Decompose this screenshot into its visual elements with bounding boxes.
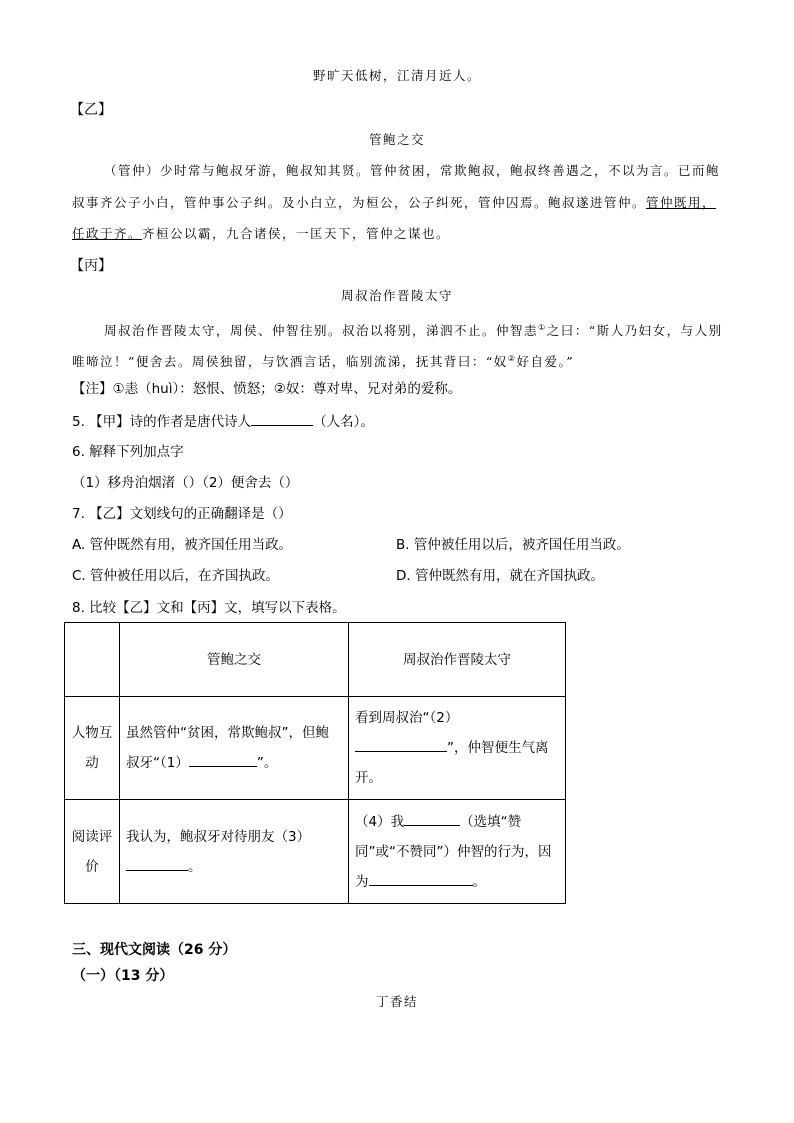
- question-6-title: 6. 解释下列加点字: [72, 444, 184, 460]
- cell-text: 看到周叔治“（2）: [355, 710, 459, 726]
- bing-paragraph-line-2: [72, 349, 574, 372]
- question-8-title: 8. 比较【乙】文和【丙】文，填写以下表格。: [72, 600, 346, 616]
- question-5: [72, 411, 374, 432]
- option-a[interactable]: A. 管仲既然有用，被齐国任用当政。: [72, 537, 293, 553]
- row-label-evaluation: 阅读评价: [65, 800, 120, 904]
- cell-text: ”，仲智便生气离开。: [355, 740, 549, 786]
- option-c[interactable]: C. 管仲被任用以后，在齐国执政。: [72, 568, 280, 584]
- underlined-sentence: 任政于齐。: [72, 226, 143, 241]
- answer-blank-4[interactable]: [404, 811, 460, 826]
- passage-title: 丁香结: [375, 994, 418, 1009]
- bing-paragraph-line-1: [104, 318, 723, 341]
- question-6-items: （1）移舟泊烟渚（）（2）便舍去（）: [72, 475, 299, 491]
- question-5-text: 5. 【甲】诗的作者是唐代诗人: [72, 414, 252, 430]
- answer-blank-5[interactable]: [369, 871, 473, 886]
- cell-text: 虽然管仲“贫困，常欺鲍叔”，但鲍叔牙“（1）: [126, 725, 329, 771]
- option-b[interactable]: B. 管仲被任用以后，被齐国任用当政。: [396, 537, 630, 553]
- answer-blank-1[interactable]: [189, 752, 257, 767]
- yi-paragraph-line-3: [72, 224, 450, 244]
- section-marker-yi: 【乙】: [70, 102, 112, 118]
- table-corner-cell: [65, 623, 120, 697]
- bing-text: 唯啼泣！”便舍去。周侯独留，与饮酒言话，临别流涕，抚其背曰：“奴: [72, 354, 508, 370]
- row-label-interaction: 人物互动: [65, 697, 120, 800]
- table-cell: [120, 697, 349, 800]
- comparison-table: [64, 622, 566, 904]
- question-5-suffix: （人名）。: [313, 414, 374, 430]
- underlined-sentence: 管仲既用，: [646, 195, 717, 210]
- cell-text: 。: [472, 873, 486, 890]
- answer-blank-2[interactable]: [355, 737, 447, 752]
- answer-blank-3[interactable]: [126, 856, 188, 871]
- yi-paragraph-line-1: （管仲）少时常与鲍叔牙游，鲍叔知其贤。管仲贫困，常欺鲍叔，鲍叔终善遇之，不以为言。已而鲍: [104, 163, 721, 178]
- yi-title: 管鲍之交: [368, 132, 425, 147]
- bing-text: 好自爱。”: [516, 354, 575, 370]
- table-header-col2: 周叔治作晋陵太守: [349, 623, 566, 697]
- yi-text: 叔事齐公子小白，管仲事公子纠。及小白立，为桓公，公子纠死，管仲囚焉。鲍叔遂进管仲。: [72, 195, 647, 210]
- cell-text: 我认为，鲍叔牙对待朋友（3）: [126, 828, 311, 845]
- yi-paragraph-line-2: [72, 193, 716, 213]
- table-header-col1: 管鲍之交: [120, 623, 349, 697]
- cell-text: （选填“赞同”或“不赞同”）仲智的行为，因为: [355, 813, 552, 890]
- cell-text: （4）我: [355, 813, 405, 830]
- section-heading: 三、现代文阅读（26 分）: [72, 942, 237, 958]
- table-cell: [349, 697, 566, 800]
- table-cell: [120, 800, 349, 904]
- option-d[interactable]: D. 管仲既然有用，就在齐国执政。: [396, 568, 604, 584]
- bing-title: 周叔治作晋陵太守: [340, 288, 453, 303]
- poem-line: 野旷天低树，江清月近人。: [312, 68, 481, 83]
- cell-text: 。: [188, 858, 202, 875]
- footnote-marker: ②: [507, 354, 517, 363]
- subsection-heading: （一）（13 分）: [72, 968, 174, 984]
- section-marker-bing: 【丙】: [70, 258, 112, 274]
- cell-text: ”。: [256, 755, 278, 771]
- answer-blank[interactable]: [251, 411, 313, 426]
- bing-text: 周叔治作晋陵太守，周侯、仲智往别。叔治以将别，涕泗不止。仲智恚: [104, 323, 539, 339]
- question-7-title: 7. 【乙】文划线句的正确翻译是（）: [72, 506, 292, 522]
- bing-text: 之曰：“斯人乃妇女，与人别: [546, 323, 723, 339]
- annotation-note: 【注】①恚（huì）：怒恨、愤怒；②奴：尊对卑、兄对弟的爱称。: [72, 381, 462, 397]
- yi-text: 齐桓公以霸，九合诸侯，一匡天下，管仲之谋也。: [142, 226, 451, 241]
- footnote-marker: ①: [538, 323, 547, 332]
- table-cell: [349, 800, 566, 904]
